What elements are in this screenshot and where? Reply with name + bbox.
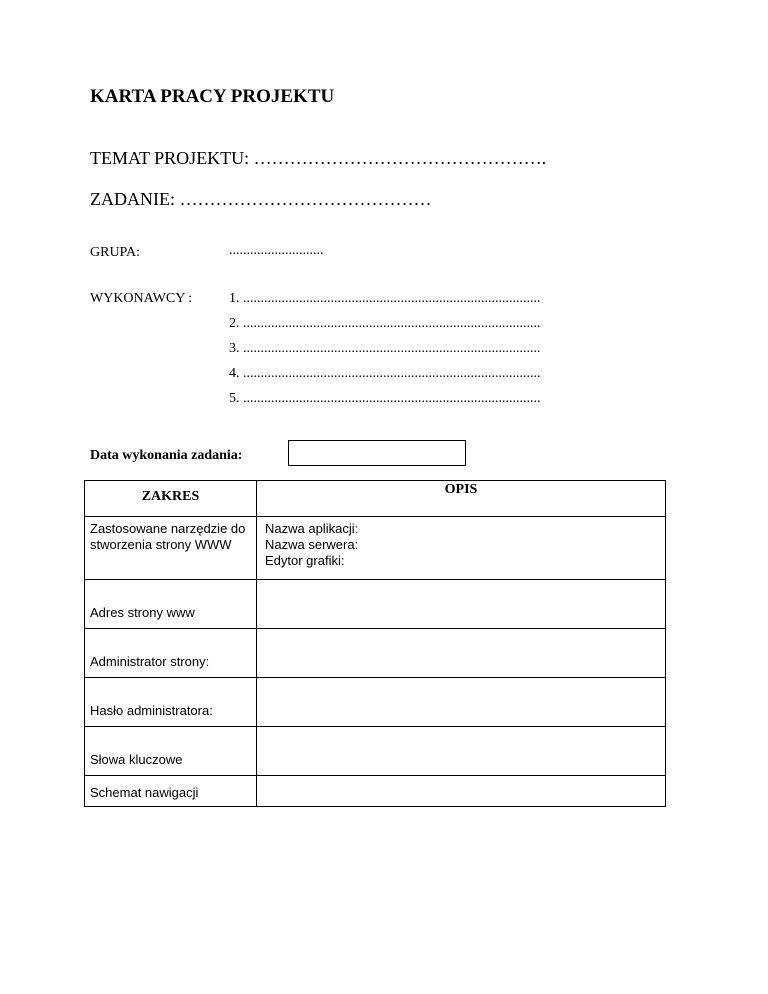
- table-row-zakres: [85, 678, 257, 727]
- header-zakres-label: ZAKRES: [141, 489, 200, 504]
- completion-date-box[interactable]: [288, 440, 466, 466]
- table-row-zakres: [85, 517, 257, 580]
- header-opis-label: OPIS: [444, 482, 478, 497]
- table-row-zakres: [85, 727, 257, 776]
- table-row-zakres: [85, 629, 257, 678]
- group-value-field: ...........................: [229, 243, 324, 258]
- zakres-cell-text: Adres strony www: [90, 605, 195, 620]
- completion-date-label: Data wykonania zadania:: [90, 448, 243, 463]
- contractor-line-3: 3. .....................................................................................: [229, 341, 541, 356]
- table-row-opis[interactable]: [257, 776, 666, 807]
- contractors-label: WYKONAWCY :: [90, 291, 193, 306]
- table-row-opis[interactable]: [257, 678, 666, 727]
- zakres-cell-text: Schemat nawigacji: [90, 785, 199, 800]
- contractor-line-2: 2. .....................................................................................: [229, 316, 541, 331]
- zakres-cell-text: Administrator strony:: [90, 654, 210, 669]
- opis-cell-lines: [257, 517, 665, 569]
- task-line: ZADANIE: ……………………………………: [90, 189, 432, 209]
- contractor-line-5: 5. .....................................................................................: [229, 391, 541, 406]
- zakres-cell-text: Hasło administratora:: [90, 703, 213, 718]
- scope-description-table: [84, 480, 666, 807]
- group-label: GRUPA:: [90, 245, 141, 260]
- table-row-opis[interactable]: [257, 727, 666, 776]
- opis-line-server: Nazwa serwera:: [265, 537, 359, 552]
- header-opis: [257, 481, 666, 517]
- opis-line-graphics: Edytor grafiki:: [265, 553, 345, 568]
- zakres-cell-text: Słowa kluczowe: [90, 752, 183, 767]
- project-topic-line: TEMAT PROJEKTU: ………………………………………….: [90, 148, 547, 168]
- table-row-opis[interactable]: [257, 517, 666, 580]
- table-row-zakres: [85, 580, 257, 629]
- table-row-zakres: [85, 776, 257, 807]
- header-zakres: [85, 481, 257, 517]
- contractor-line-4: 4. .....................................................................................: [229, 366, 541, 381]
- table-row-opis[interactable]: [257, 629, 666, 678]
- opis-line-app: Nazwa aplikacji:: [265, 521, 359, 536]
- zakres-cell-text: Zastosowane narzędzie do stworzenia strony WWW: [90, 521, 246, 552]
- contractor-line-1: 1. .....................................................................................: [229, 291, 541, 306]
- document-title: KARTA PRACY PROJEKTU: [90, 86, 335, 107]
- table-row-opis[interactable]: [257, 580, 666, 629]
